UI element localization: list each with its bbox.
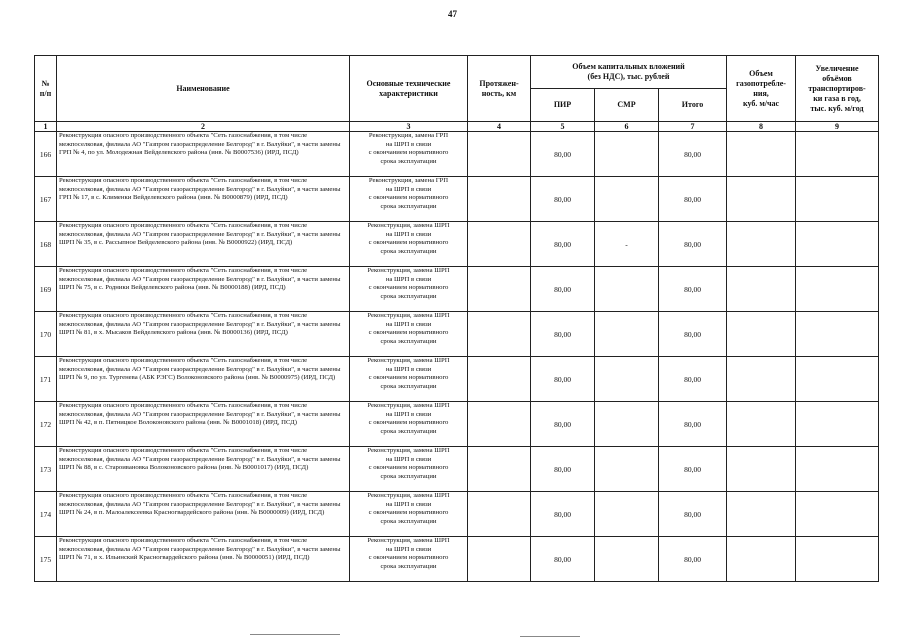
header-idx-text: № п/п <box>39 78 52 98</box>
column-number: 6 <box>595 122 659 132</box>
header-transport <box>796 56 879 122</box>
row-transport <box>796 177 879 222</box>
row-pir: 80,00 <box>531 312 595 357</box>
row-total: 80,00 <box>659 222 727 267</box>
table-row <box>35 177 879 222</box>
row-total: 80,00 <box>659 177 727 222</box>
table-row <box>35 492 879 537</box>
row-pir: 80,00 <box>531 267 595 312</box>
table-row <box>35 447 879 492</box>
row-pir: 80,00 <box>531 402 595 447</box>
row-transport <box>796 132 879 177</box>
row-smr <box>595 492 659 537</box>
header-smr <box>595 89 659 122</box>
row-length <box>468 177 531 222</box>
header-pir-text: ПИР <box>553 100 572 109</box>
row-total: 80,00 <box>659 312 727 357</box>
row-name: Реконструкция опасного производственного объекта "Сеть газоснабжения, в том числе межпоселковая, филиала АО "Газпром газораспределение Белгород" в г. Валуйки", в части замены ШРП № 71, в х. Ильинский Красногвардейского района (инв. № В0000051) (ИРД, ПСД) <box>57 537 350 582</box>
row-name: Реконструкция опасного производственного объекта "Сеть газоснабжения, в том числе межпоселковая, филиала АО "Газпром газораспределение Белгород" в г. Валуйки", в части замены ШРП № 35, в с. Рассыпное Вейделевского района (инв. № В0000922) (ИРД, ПСД) <box>57 222 350 267</box>
row-index: 168 <box>35 222 57 267</box>
row-gas-use <box>727 357 796 402</box>
investment-table <box>34 55 879 582</box>
row-gas-use <box>727 447 796 492</box>
row-smr <box>595 357 659 402</box>
table-row <box>35 132 879 177</box>
row-index: 167 <box>35 177 57 222</box>
row-name: Реконструкция опасного производственного объекта "Сеть газоснабжения, в том числе межпоселковая, филиала АО "Газпром газораспределение Белгород" в г. Валуйки", в части замены ШРП № 88, в с. Староивановка Волоконовского района (инв. № В0001017) (ИРД, ПСД) <box>57 447 350 492</box>
row-total: 80,00 <box>659 357 727 402</box>
row-length <box>468 132 531 177</box>
row-pir: 80,00 <box>531 447 595 492</box>
row-total: 80,00 <box>659 537 727 582</box>
row-total: 80,00 <box>659 492 727 537</box>
column-number: 7 <box>659 122 727 132</box>
table-row <box>35 402 879 447</box>
table-row <box>35 267 879 312</box>
row-transport <box>796 447 879 492</box>
row-smr: - <box>595 222 659 267</box>
row-index: 170 <box>35 312 57 357</box>
row-gas-use <box>727 402 796 447</box>
row-transport <box>796 357 879 402</box>
row-tech: Реконструкция, замена ШРП на ШРП в связи с окончанием нормативного срока эксплуатации <box>350 222 468 267</box>
row-pir: 80,00 <box>531 177 595 222</box>
row-name: Реконструкция опасного производственного объекта "Сеть газоснабжения, в том числе межпоселковая, филиала АО "Газпром газораспределение Белгород" в г. Валуйки", в части замены ШРП № 24, в п. Малоалексеевка Красногвардейского района (инв. № В0000009) (ИРД, ПСД) <box>57 492 350 537</box>
row-name: Реконструкция опасного производственного объекта "Сеть газоснабжения, в том числе межпоселковая, филиала АО "Газпром газораспределение Белгород" в г. Валуйки", в части замены ШРП № 81, в х. Мысаков Вейделевского района (инв. № В0000136) (ИРД, ПСД) <box>57 312 350 357</box>
column-number: 1 <box>35 122 57 132</box>
row-smr <box>595 537 659 582</box>
row-index: 171 <box>35 357 57 402</box>
header-length <box>468 56 531 122</box>
row-name: Реконструкция опасного производственного объекта "Сеть газоснабжения, в том числе межпоселковая, филиала АО "Газпром газораспределение Белгород" в г. Валуйки", в части замены ШРП № 42, в п. Пятницкое Волоконовского района (инв. № В0001018) (ИРД, ПСД) <box>57 402 350 447</box>
header-length-text: Протяжен- ность, км <box>479 78 519 98</box>
row-total: 80,00 <box>659 132 727 177</box>
header-tech <box>350 56 468 122</box>
row-index: 174 <box>35 492 57 537</box>
header-total <box>659 89 727 122</box>
row-gas-use <box>727 492 796 537</box>
row-pir: 80,00 <box>531 357 595 402</box>
scan-artifact <box>250 634 340 635</box>
header-tech-text: Основные технические характеристики <box>366 78 451 98</box>
table-row <box>35 357 879 402</box>
header-idx <box>35 56 57 122</box>
row-tech: Реконструкция, замена ШРП на ШРП в связи с окончанием нормативного срока эксплуатации <box>350 267 468 312</box>
column-number: 3 <box>350 122 468 132</box>
row-smr <box>595 447 659 492</box>
row-tech: Реконструкция, замена ШРП на ШРП в связи с окончанием нормативного срока эксплуатации <box>350 312 468 357</box>
column-number: 5 <box>531 122 595 132</box>
row-tech: Реконструкция, замена ШРП на ШРП в связи с окончанием нормативного срока эксплуатации <box>350 492 468 537</box>
row-pir: 80,00 <box>531 222 595 267</box>
row-tech: Реконструкция, замена ГРП на ШРП в связи с окончанием нормативного срока эксплуатации <box>350 132 468 177</box>
header-total-text: Итого <box>681 100 704 109</box>
row-transport <box>796 267 879 312</box>
row-tech: Реконструкция, замена ШРП на ШРП в связи с окончанием нормативного срока эксплуатации <box>350 357 468 402</box>
column-number: 8 <box>727 122 796 132</box>
row-name: Реконструкция опасного производственного объекта "Сеть газоснабжения, в том числе межпоселковая, филиала АО "Газпром газораспределение Белгород" в г. Валуйки", в части замены ШРП № 75, в с. Родники Вейделевского района (инв. № В0000188) (ИРД, ПСД) <box>57 267 350 312</box>
row-transport <box>796 312 879 357</box>
row-index: 175 <box>35 537 57 582</box>
row-pir: 80,00 <box>531 537 595 582</box>
row-tech: Реконструкция, замена ШРП на ШРП в связи с окончанием нормативного срока эксплуатации <box>350 402 468 447</box>
column-number: 2 <box>57 122 350 132</box>
row-length <box>468 492 531 537</box>
row-gas-use <box>727 222 796 267</box>
page-number: 47 <box>448 9 457 19</box>
header-name-text: Наименование <box>176 83 230 93</box>
row-pir: 80,00 <box>531 492 595 537</box>
row-total: 80,00 <box>659 402 727 447</box>
column-number-row <box>35 122 879 132</box>
header-gas-use-text: Объем газопотребле- ния, куб. м/час <box>736 68 786 108</box>
column-number: 4 <box>468 122 531 132</box>
row-gas-use <box>727 312 796 357</box>
table-row <box>35 222 879 267</box>
row-index: 169 <box>35 267 57 312</box>
row-gas-use <box>727 267 796 312</box>
row-index: 173 <box>35 447 57 492</box>
table-row <box>35 537 879 582</box>
row-gas-use <box>727 132 796 177</box>
row-name: Реконструкция опасного производственного объекта "Сеть газоснабжения, в том числе межпоселковая, филиала АО "Газпром газораспределение Белгород" в г. Валуйки", в части замены ГРП № 4, по ул. Молодежная Вейделевского района (инв. № В0007536) (ИРД, ПСД) <box>57 132 350 177</box>
row-tech: Реконструкция, замена ШРП на ШРП в связи с окончанием нормативного срока эксплуатации <box>350 447 468 492</box>
row-total: 80,00 <box>659 267 727 312</box>
row-tech: Реконструкция, замена ГРП на ШРП в связи с окончанием нормативного срока эксплуатации <box>350 177 468 222</box>
row-name: Реконструкция опасного производственного объекта "Сеть газоснабжения, в том числе межпоселковая, филиала АО "Газпром газораспределение Белгород" в г. Валуйки", в части замены ГРП № 17, в с. Клименки Вейделевского района (инв. № В0000879) (ИРД, ПСД) <box>57 177 350 222</box>
row-transport <box>796 537 879 582</box>
row-tech: Реконструкция, замена ШРП на ШРП в связи с окончанием нормативного срока эксплуатации <box>350 537 468 582</box>
header-name <box>57 56 350 122</box>
row-name: Реконструкция опасного производственного объекта "Сеть газоснабжения, в том числе межпоселковая, филиала АО "Газпром газораспределение Белгород" в г. Валуйки", в части замены ШРП № 9, по ул. Тургенева (АБК РЭГС) Волоконовского района (инв. № В0000975) (ИРД, ПСД) <box>57 357 350 402</box>
header-gas-use <box>727 56 796 122</box>
row-index: 172 <box>35 402 57 447</box>
column-number: 9 <box>796 122 879 132</box>
row-length <box>468 537 531 582</box>
header-smr-text: СМР <box>617 100 636 109</box>
header-capex-text: Объем капитальных вложений (без НДС), тыс. рублей <box>572 62 685 81</box>
row-transport <box>796 222 879 267</box>
row-gas-use <box>727 537 796 582</box>
row-gas-use <box>727 177 796 222</box>
row-length <box>468 402 531 447</box>
row-length <box>468 267 531 312</box>
table-body <box>35 132 879 582</box>
row-transport <box>796 492 879 537</box>
row-smr <box>595 267 659 312</box>
row-total: 80,00 <box>659 447 727 492</box>
row-smr <box>595 402 659 447</box>
row-length <box>468 222 531 267</box>
row-transport <box>796 402 879 447</box>
row-smr <box>595 177 659 222</box>
row-length <box>468 447 531 492</box>
row-length <box>468 312 531 357</box>
row-pir: 80,00 <box>531 132 595 177</box>
header-transport-text: Увеличение объёмов транспортиров- ки газа в год, тыс. куб. м/год <box>808 63 866 113</box>
row-smr <box>595 312 659 357</box>
row-smr <box>595 132 659 177</box>
row-index: 166 <box>35 132 57 177</box>
row-length <box>468 357 531 402</box>
table-row <box>35 312 879 357</box>
scan-artifact <box>520 636 580 637</box>
header-pir <box>531 89 595 122</box>
header-capex <box>531 56 727 89</box>
